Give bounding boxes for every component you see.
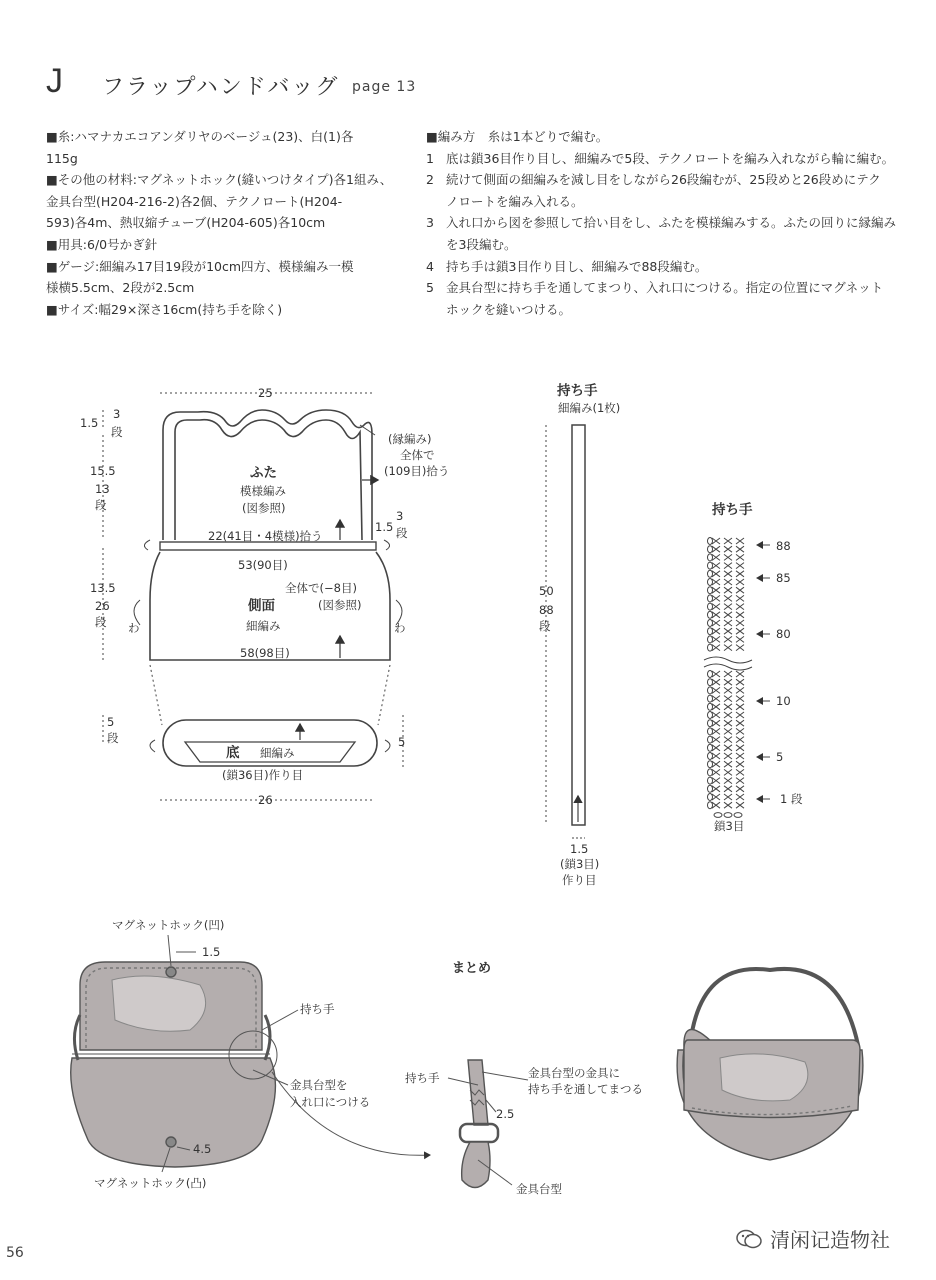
materials-line: 593)各4m、熱収縮チューブ(H204-605)各10cm <box>46 215 326 231</box>
turning-chain <box>708 695 713 702</box>
materials-line: ■サイズ:幅29×深さ16cm(持ち手を除く) <box>46 301 283 317</box>
single-crochet-stitch <box>736 794 744 800</box>
single-crochet-stitch <box>712 778 720 784</box>
single-crochet-stitch <box>712 786 720 792</box>
edge-note: 全体で <box>400 448 435 462</box>
step-text: 続けて側面の細編みを減し目をしながら26段編むが、25段めと26段めにテク <box>446 172 881 188</box>
magnet-top-distance: 1.5 <box>202 945 221 959</box>
step-number: 2 <box>426 172 434 188</box>
row-label: 80 <box>776 627 791 641</box>
materials-line: ■その他の材料:マグネットホック(縫いつけタイプ)各1組み、 <box>46 172 393 188</box>
single-crochet-stitch <box>736 604 744 610</box>
materials-line: 115g <box>46 150 78 166</box>
bottom-rows: 5 <box>107 715 115 729</box>
single-crochet-stitch <box>736 745 744 751</box>
single-crochet-stitch <box>736 645 744 651</box>
single-crochet-stitch <box>736 628 744 634</box>
single-crochet-stitch <box>724 563 732 569</box>
decrease-ref: (図参照) <box>318 598 362 612</box>
single-crochet-stitch <box>736 802 744 808</box>
detail-note: 持ち手を通してまつる <box>528 1082 643 1096</box>
single-crochet-stitch <box>712 802 720 808</box>
single-crochet-stitch <box>712 538 720 544</box>
foundation-chain <box>724 813 732 818</box>
fitting-detail-illustration <box>448 1060 528 1188</box>
edge-rows-cm: 1.5 <box>375 520 394 534</box>
turning-chain <box>708 777 713 784</box>
turning-chain <box>708 554 713 561</box>
attach-label: 金具台型を <box>290 1078 348 1092</box>
single-crochet-stitch <box>736 753 744 759</box>
step-text: ノロートを編み入れる。 <box>446 193 584 209</box>
ring-right: わ <box>394 621 406 635</box>
single-crochet-stitch <box>724 745 732 751</box>
turning-chain <box>708 769 713 776</box>
chat-logo-icon <box>736 1228 762 1250</box>
step-text: を3段編む。 <box>446 236 517 252</box>
single-crochet-stitch <box>712 769 720 775</box>
turning-chain <box>708 720 713 727</box>
single-crochet-stitch <box>712 679 720 685</box>
handle-chain: (鎖3目) <box>560 857 600 871</box>
row-label: 88 <box>776 539 791 553</box>
ring-left: わ <box>128 621 140 635</box>
single-crochet-stitch <box>736 595 744 601</box>
lid-height-cm: 15.5 <box>90 464 116 478</box>
turning-chain <box>708 679 713 686</box>
turning-chain <box>708 595 713 602</box>
turning-chain <box>708 736 713 743</box>
materials-line: ■ゲージ:細編み17目19段が10cm四方、模様編み一模 <box>46 258 354 274</box>
finished-bag-open-illustration <box>71 935 430 1172</box>
turning-chain <box>708 794 713 801</box>
turning-chain <box>708 562 713 569</box>
single-crochet-stitch <box>736 696 744 702</box>
finished-bag-closed-illustration <box>677 969 863 1160</box>
single-crochet-stitch <box>712 712 720 718</box>
side-bottom-label: 58(98目) <box>240 646 290 660</box>
edge-rows: 3 <box>396 509 404 523</box>
single-crochet-stitch <box>736 761 744 767</box>
side-label: 側面 <box>248 598 275 614</box>
turning-chain <box>708 603 713 610</box>
single-crochet-stitch <box>736 671 744 677</box>
magnet-bottom-label: マグネットホック(凸) <box>94 1176 207 1190</box>
edge-note: (109目)拾う <box>384 464 450 478</box>
single-crochet-stitch <box>724 579 732 585</box>
single-crochet-stitch <box>724 628 732 634</box>
single-crochet-stitch <box>712 620 720 626</box>
single-crochet-stitch <box>736 769 744 775</box>
single-crochet-stitch <box>736 778 744 784</box>
single-crochet-stitch <box>736 687 744 693</box>
detail-handle-label: 持ち手 <box>405 1071 440 1085</box>
single-crochet-stitch <box>724 554 732 560</box>
turning-chain <box>708 753 713 760</box>
mouth-label: 53(90目) <box>238 558 288 572</box>
handle-length-unit: 段 <box>539 619 551 633</box>
single-crochet-stitch <box>712 704 720 710</box>
single-crochet-stitch <box>724 769 732 775</box>
single-crochet-stitch <box>724 753 732 759</box>
turning-chain <box>708 712 713 719</box>
lid-height-rows: 13 <box>95 482 110 496</box>
turning-chain <box>708 703 713 710</box>
step-text: ホックを縫いつける。 <box>446 301 572 317</box>
turning-chain <box>708 687 713 694</box>
single-crochet-stitch <box>724 679 732 685</box>
edge-note: (縁編み) <box>388 432 432 446</box>
pattern-letter: J <box>46 62 63 100</box>
single-crochet-stitch <box>712 761 720 767</box>
single-crochet-stitch <box>712 745 720 751</box>
single-crochet-stitch <box>712 612 720 618</box>
side-height-unit: 段 <box>95 615 107 629</box>
single-crochet-stitch <box>736 612 744 618</box>
single-crochet-stitch <box>712 794 720 800</box>
chart-chain: 鎖3目 <box>714 819 745 833</box>
decrease-label: 全体で(−8目) <box>285 581 357 595</box>
single-crochet-stitch <box>724 595 732 601</box>
single-crochet-stitch <box>724 696 732 702</box>
handle-strip-labels <box>539 382 620 887</box>
pattern-title: フラップハンドバッグ <box>102 75 340 100</box>
turning-chain <box>708 611 713 618</box>
single-crochet-stitch <box>736 571 744 577</box>
single-crochet-stitch <box>736 579 744 585</box>
single-crochet-stitch <box>712 687 720 693</box>
handle-strip-diagram <box>546 425 585 838</box>
foundation-chain <box>714 813 722 818</box>
detail-fitting-label: 金具台型 <box>516 1182 562 1196</box>
chart-title: 持ち手 <box>712 502 753 518</box>
single-crochet-stitch <box>724 538 732 544</box>
lid-border-rows: 3 <box>113 407 121 421</box>
bag-construction-diagram <box>103 393 406 800</box>
detail-distance: 2.5 <box>496 1107 515 1121</box>
lid-border-unit: 段 <box>111 425 123 439</box>
step-text: 底は鎖36目作り目し、細編みで5段、テクノロートを編み入れながら輪に編む。 <box>446 150 895 166</box>
single-crochet-stitch <box>724 587 732 593</box>
handle-pointer-label: 持ち手 <box>300 1002 335 1016</box>
single-crochet-stitch <box>724 612 732 618</box>
turning-chain <box>708 671 713 678</box>
turning-chain <box>708 761 713 768</box>
single-crochet-stitch <box>724 687 732 693</box>
turning-chain <box>708 728 713 735</box>
lid-border-cm: 1.5 <box>80 416 99 430</box>
turning-chain <box>708 620 713 627</box>
turning-chain <box>708 628 713 635</box>
finishing-title: まとめ <box>452 961 492 976</box>
single-crochet-stitch <box>712 579 720 585</box>
handle-width: 1.5 <box>570 842 589 856</box>
watermark <box>736 1224 890 1253</box>
handle-subtitle: 細編み(1枚) <box>558 401 621 415</box>
step-number: 5 <box>426 280 434 296</box>
base-stitch: 細編み <box>260 746 295 760</box>
single-crochet-stitch <box>712 628 720 634</box>
turning-chain <box>708 802 713 809</box>
single-crochet-stitch <box>724 737 732 743</box>
side-height-cm: 13.5 <box>90 581 116 595</box>
single-crochet-stitch <box>712 563 720 569</box>
side-height-rows: 26 <box>95 599 110 613</box>
single-crochet-stitch <box>724 712 732 718</box>
base-label: 底 <box>226 745 240 761</box>
single-crochet-stitch <box>724 645 732 651</box>
edge-rows-unit: 段 <box>396 526 408 540</box>
materials-line: 金具台型(H204-216-2)各2個、テクノロート(H204- <box>46 193 343 209</box>
single-crochet-stitch <box>724 636 732 642</box>
single-crochet-stitch <box>724 761 732 767</box>
attach-label: 入れ口につける <box>290 1095 371 1109</box>
detail-note: 金具台型の金具に <box>528 1066 620 1080</box>
single-crochet-stitch <box>736 538 744 544</box>
step-number: 3 <box>426 215 434 231</box>
single-crochet-stitch <box>712 604 720 610</box>
bag-diagram-labels <box>80 386 449 807</box>
magnet-bottom-distance: 4.5 <box>193 1142 212 1156</box>
bottom-cm: 5 <box>398 735 406 749</box>
width-top-label: 25 <box>258 386 273 400</box>
single-crochet-stitch <box>736 704 744 710</box>
turning-chain <box>708 744 713 751</box>
row-label: 10 <box>776 694 791 708</box>
turning-chain <box>708 587 713 594</box>
turning-chain <box>708 579 713 586</box>
single-crochet-stitch <box>736 720 744 726</box>
watermark-text: 清闲记造物社 <box>770 1228 890 1252</box>
single-crochet-stitch <box>712 720 720 726</box>
turning-chain <box>708 570 713 577</box>
single-crochet-stitch <box>712 636 720 642</box>
single-crochet-stitch <box>724 546 732 552</box>
single-crochet-stitch <box>736 728 744 734</box>
row-label: 1 段 <box>780 792 803 806</box>
lid-stitch: 模様編み <box>240 484 286 498</box>
turning-chain <box>708 636 713 643</box>
row-label: 85 <box>776 571 791 585</box>
single-crochet-stitch <box>724 794 732 800</box>
page-number: 56 <box>6 1245 24 1261</box>
magnet-top-label: マグネットホック(凹) <box>112 918 225 932</box>
step-text: 持ち手は鎖3目作り目し、細編みで88段編む。 <box>446 258 708 274</box>
single-crochet-stitch <box>736 620 744 626</box>
handle-title: 持ち手 <box>557 383 598 399</box>
row-label: 5 <box>776 750 784 764</box>
single-crochet-stitch <box>724 720 732 726</box>
single-crochet-stitch <box>712 737 720 743</box>
single-crochet-stitch <box>736 636 744 642</box>
method-heading: ■編み方 糸は1本どりで編む。 <box>426 129 609 144</box>
single-crochet-stitch <box>712 554 720 560</box>
step-text: 入れ口から図を参照して拾い目をし、ふたを模様編みする。ふたの回りに縁編み <box>446 215 897 231</box>
single-crochet-stitch <box>736 712 744 718</box>
single-crochet-stitch <box>724 620 732 626</box>
width-bottom-label: 26 <box>258 793 273 807</box>
single-crochet-stitch <box>724 802 732 808</box>
pickup-label: 22(41目・4模様)拾う <box>208 529 323 543</box>
single-crochet-stitch <box>724 571 732 577</box>
foundation-chain <box>734 813 742 818</box>
single-crochet-stitch <box>724 704 732 710</box>
single-crochet-stitch <box>724 604 732 610</box>
lid-reference: (図参照) <box>242 501 286 515</box>
turning-chain <box>708 538 713 545</box>
materials-line: ■糸:ハマナカエコアンダリヤのベージュ(23)、白(1)各 <box>46 129 354 144</box>
single-crochet-stitch <box>736 679 744 685</box>
single-crochet-stitch <box>736 737 744 743</box>
single-crochet-stitch <box>736 786 744 792</box>
handle-foundation: 作り目 <box>562 873 597 887</box>
base-chain: (鎖36目)作り目 <box>222 768 304 782</box>
single-crochet-stitch <box>724 728 732 734</box>
single-crochet-stitch <box>712 546 720 552</box>
single-crochet-stitch <box>712 696 720 702</box>
handle-length-cm: 50 <box>539 584 554 598</box>
bottom-unit: 段 <box>107 731 119 745</box>
single-crochet-stitch <box>712 587 720 593</box>
single-crochet-stitch <box>712 671 720 677</box>
step-text: 金具台型に持ち手を通してまつり、入れ口につける。指定の位置にマグネット <box>446 280 884 296</box>
single-crochet-stitch <box>736 587 744 593</box>
fitting-detail-labels <box>405 1066 643 1196</box>
handle-stitch-chart <box>704 538 770 818</box>
single-crochet-stitch <box>736 554 744 560</box>
single-crochet-stitch <box>724 778 732 784</box>
single-crochet-stitch <box>712 595 720 601</box>
page-reference: page 13 <box>352 79 417 95</box>
lid-height-unit: 段 <box>95 498 107 512</box>
single-crochet-stitch <box>724 786 732 792</box>
lid-label: ふた <box>250 465 277 481</box>
turning-chain <box>708 546 713 553</box>
break-line <box>704 657 752 663</box>
materials-line: 様横5.5cm、2段が2.5cm <box>46 280 195 296</box>
single-crochet-stitch <box>712 571 720 577</box>
handle-length-rows: 88 <box>539 603 554 617</box>
step-number: 1 <box>426 150 434 166</box>
break-line <box>704 664 752 670</box>
single-crochet-stitch <box>712 645 720 651</box>
materials-line: ■用具:6/0号かぎ針 <box>46 236 158 252</box>
turning-chain <box>708 644 713 651</box>
turning-chain <box>708 785 713 792</box>
single-crochet-stitch <box>712 728 720 734</box>
single-crochet-stitch <box>712 753 720 759</box>
step-number: 4 <box>426 258 434 274</box>
single-crochet-stitch <box>724 671 732 677</box>
side-stitch: 細編み <box>246 619 281 633</box>
single-crochet-stitch <box>736 563 744 569</box>
single-crochet-stitch <box>736 546 744 552</box>
